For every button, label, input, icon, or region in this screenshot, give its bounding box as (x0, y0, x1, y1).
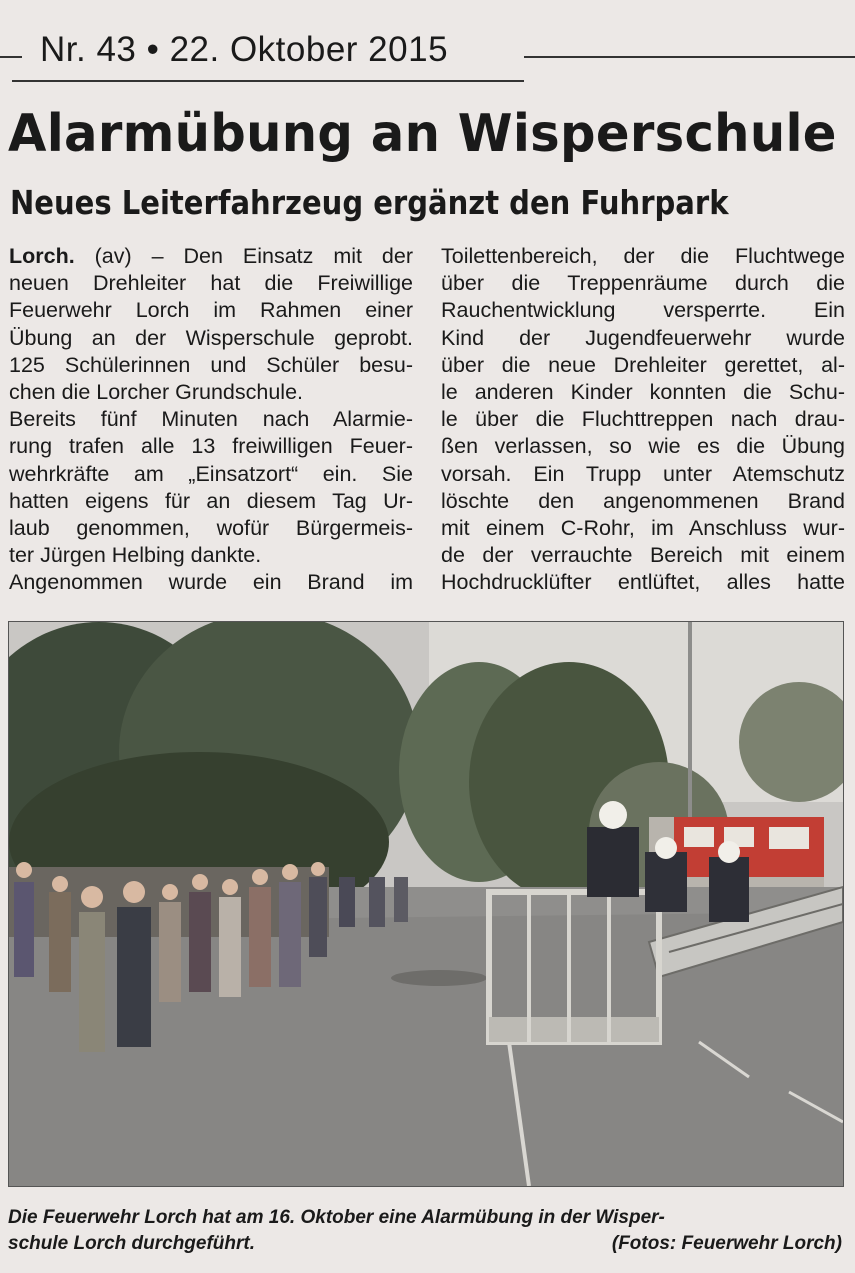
article-column-left (9, 243, 413, 596)
caption-line: Die Feuerwehr Lorch hat am 16. Oktober eine Alarmübung in der Wisper- (8, 1207, 665, 1228)
article-line-text: (av) – Den Einsatz mit der (74, 244, 413, 268)
article-line: laub genommen, wofür Bürgermeis- (9, 515, 413, 540)
article-column-right (441, 243, 845, 596)
article-line: ter Jürgen Helbing dankte. (9, 543, 262, 568)
article-line (9, 243, 413, 270)
article-line: löschte den angenommenen Brand (441, 488, 845, 513)
fire-drill-photo-illustration (9, 622, 843, 1186)
photo-caption (8, 1205, 842, 1257)
article-line: rung trafen alle 13 freiwilligen Feuer- (9, 434, 413, 459)
header-rule-right (524, 56, 855, 58)
caption-line-text: schule Lorch durchgeführt. (8, 1233, 256, 1254)
article-line: de der verrauchte Bereich mit einem (441, 543, 845, 568)
article-line: über die neue Drehleiter gerettet, al- (441, 352, 845, 377)
article-line: Bereits fünf Minuten nach Alarmie- (9, 407, 413, 432)
article-line: wehrkräfte am „Einsatzort“ ein. Sie (9, 461, 413, 486)
article-line: Kind der Jugendfeuerwehr wurde (441, 325, 845, 350)
subheadline: Neues Leiterfahrzeug ergänzt den Fuhrpark (10, 183, 729, 222)
headline: Alarmübung an Wisperschule (8, 104, 837, 164)
article-line: über die Treppenräume durch die (441, 271, 845, 296)
fire-drill-photo (8, 621, 844, 1187)
article-line: vorsah. Ein Trupp unter Atemschutz (441, 461, 845, 486)
photo-credit: (Fotos: Feuerwehr Lorch) (611, 1233, 842, 1254)
header-rule-left (0, 56, 22, 58)
article-line: 125 Schülerinnen und Schüler besu- (9, 352, 413, 377)
article-line: le anderen Kinder konnten die Schu- (441, 379, 845, 404)
article-line: ßen verlassen, so wie es die Übung (441, 434, 845, 459)
article-line: hatten eigens für an diesem Tag Ur- (9, 488, 413, 513)
article-line: Übung an der Wisperschule geprobt. (9, 325, 413, 350)
issue-date: Nr. 43 • 22. Oktober 2015 (40, 30, 454, 70)
caption-line (8, 1231, 842, 1257)
article-line: Feuerwehr Lorch im Rahmen einer (9, 298, 413, 323)
issue-underline (12, 80, 524, 82)
article-line: le über die Fluchttreppen nach drau- (441, 407, 845, 432)
article-line: neuen Drehleiter hat die Freiwillige (9, 271, 413, 296)
article-line: Hochdrucklüfter entlüftet, alles hatte (441, 570, 845, 595)
article-line: chen die Lorcher Grundschule. (9, 379, 304, 404)
dateline: Lorch. (9, 244, 75, 268)
article-line: Toilettenbereich, der die Fluchtwege (441, 244, 845, 268)
article-line: mit einem C-Rohr, im Anschluss wur- (441, 515, 845, 540)
article-line: Rauchentwicklung versperrte. Ein (441, 298, 845, 323)
article-line: Angenommen wurde ein Brand im (9, 570, 413, 595)
